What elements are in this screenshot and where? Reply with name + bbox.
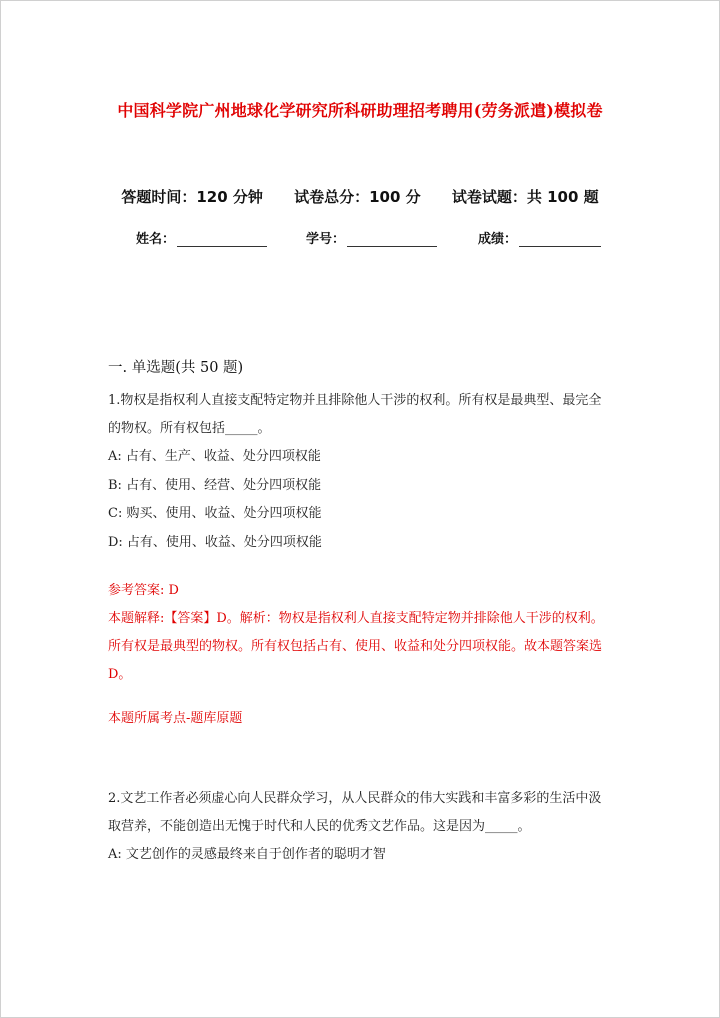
student-id-field — [306, 228, 437, 247]
exam-content — [108, 355, 613, 870]
exam-question-count: 试卷试题：共 100 题 — [451, 188, 599, 206]
question-2-option-a: A: 文艺创作的灵感最终来自于创作者的聪明才智 — [108, 847, 386, 862]
question-1 — [108, 387, 613, 733]
question-2 — [108, 785, 613, 870]
name-label: 姓名： — [136, 232, 176, 247]
question-1-option-a: A: 占有、生产、收益、处分四项权能 — [108, 449, 321, 464]
exam-title: 中国科学院广州地球化学研究所科研助理招考聘用(劳务派遣)模拟卷 — [117, 101, 603, 120]
name-blank[interactable] — [177, 232, 267, 247]
question-1-answer: 参考答案: D — [108, 583, 179, 598]
score-field — [478, 228, 601, 247]
exam-meta — [0, 186, 720, 207]
score-label: 成绩： — [478, 232, 518, 247]
question-2-stem: 2.文艺工作者必须虚心向人民群众学习，从人民群众的伟大实践和丰富多彩的生活中汲取营养，不能创造出无愧于时代和人民的优秀文艺作品。这是因为_____。 — [108, 791, 602, 834]
question-1-explanation: 本题解释:【答案】D。解析：物权是指权利人直接支配特定物并排除他人干涉的权利。所有权是最典型的物权。所有权包括占有、使用、收益和处分四项权能。故本题答案选 D。 — [108, 611, 604, 682]
score-blank[interactable] — [519, 232, 601, 247]
name-field — [136, 228, 267, 247]
exam-total-score: 试卷总分：100 分 — [294, 188, 421, 206]
question-1-option-b: B: 占有、使用、经营、处分四项权能 — [108, 477, 322, 493]
question-1-source: 本题所属考点-题库原题 — [108, 711, 243, 726]
exam-time: 答题时间：120 分钟 — [121, 188, 263, 206]
question-1-option-c: C: 购买、使用、收益、处分四项权能 — [108, 506, 322, 521]
question-1-option-d: D: 占有、使用、收益、处分四项权能 — [108, 534, 322, 550]
student-id-label: 学号： — [306, 232, 346, 247]
section-title: 一. 单选题(共 50 题) — [108, 360, 244, 376]
question-1-stem: 1.物权是指权利人直接支配特定物并且排除他人干涉的权利。所有权是最典型、最完全的物权。所有权包括_____。 — [108, 393, 602, 436]
student-id-blank[interactable] — [347, 232, 437, 247]
